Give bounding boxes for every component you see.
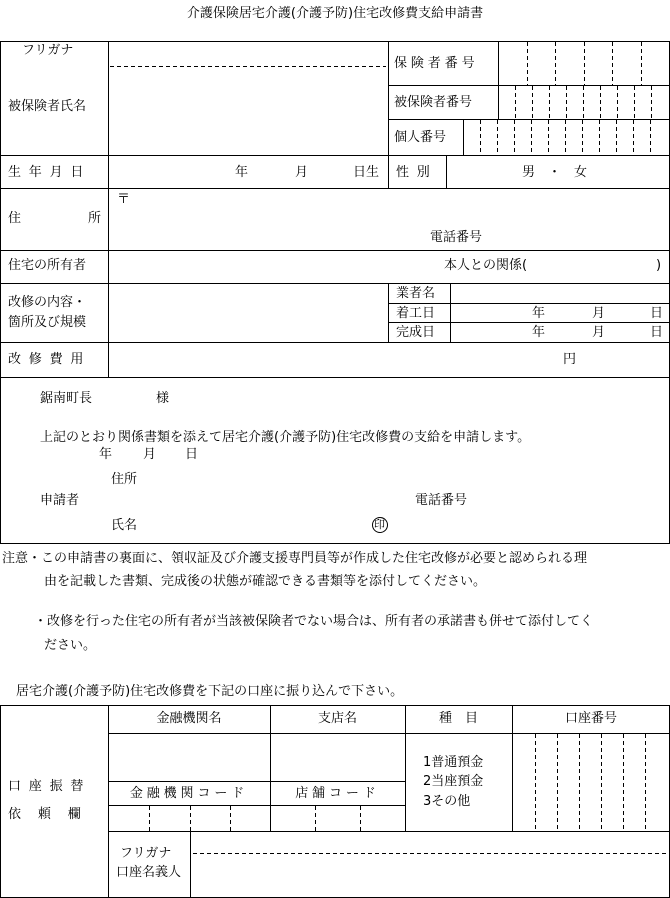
owner-label: 住宅の所有者 [8,258,87,273]
start-day-unit: 日 [650,306,664,321]
birth-month-unit: 月 [295,165,309,180]
completion-month-unit: 月 [592,325,606,340]
address-phone-label: 電話番号 [430,230,483,245]
declaration-month: 月 [143,447,157,462]
birthdate-label: 生年月日 [8,165,92,180]
bank-instruction: 居宅介護(介護予防)住宅改修費を下記の口座に振り込んで下さい。 [16,684,404,699]
completion-year-unit: 年 [532,325,546,340]
applicant-label: 申請者 [40,493,80,508]
insurer-number-label: 保険者番号 [394,56,479,71]
gender-label: 性別 [396,165,438,180]
form-title: 介護保険居宅介護(介護予防)住宅改修費支給申請書 [186,6,484,21]
bank-section-label-2: 依頼欄 [8,807,98,822]
start-year-unit: 年 [532,306,546,321]
account-number-header: 口座番号 [564,711,617,726]
renovation-label-2: 箇所及び規模 [8,315,87,330]
postal-mark: 〒 [117,192,131,207]
branch-header: 支店名 [317,711,357,726]
address-label-2: 所 [88,211,102,226]
note-1-line-1: 注意・この申請書の裏面に、領収証及び介護支援専門員等が作成した住宅改修が必要と認められる理 [2,551,588,566]
honorific: 様 [156,391,170,406]
furigana-label: フリガナ [22,43,74,58]
contractor-label: 業者名 [396,286,436,301]
applicant-phone-label: 電話番号 [415,493,468,508]
note-2-line-1: ・改修を行った住宅の所有者が当該被保険者でない場合は、所有者の承諾書も併せて添付してく [34,614,594,629]
gender-options: 男 ・ 女 [522,165,588,180]
relation-close: ) [656,258,662,273]
insured-name-label: 被保険者氏名 [8,99,87,114]
addressee: 鋸南町長 [40,391,93,406]
renovation-label-1: 改修の内容・ [8,295,87,310]
branch-code-label: 店舗コード [295,786,380,801]
relation-label: 本人との関係( [444,258,528,273]
bank-section-label-1: 口座振替 [8,779,92,794]
bank-name-header: 金融機関名 [156,711,222,726]
insured-number-label: 被保険者番号 [394,95,473,110]
applicant-address-label: 住所 [111,472,138,487]
birth-day-unit: 日生 [353,165,380,180]
bank-code-label: 金融機関コード [129,786,249,801]
type-header: 種 目 [438,711,478,726]
type-option-3: 3その他 [423,794,471,809]
birth-year-unit: 年 [235,165,249,180]
note-2-line-2: ださい。 [44,638,97,653]
declaration-year: 年 [99,447,113,462]
cost-label: 改修費用 [8,352,92,367]
applicant-name-label: 氏名 [111,518,138,533]
type-option-1: 1普通預金 [423,755,484,770]
completion-date-label: 完成日 [396,325,436,340]
note-1-line-2: 由を記載した書類、完成後の状態が確認できる書類等を添付してください。 [44,574,487,589]
holder-furigana-label: フリガナ [120,846,172,861]
type-option-2: 2当座預金 [423,774,484,789]
seal-mark: 印 [374,518,385,531]
start-month-unit: 月 [592,306,606,321]
declaration-statement: 上記のとおり関係書類を添えて居宅介護(介護予防)住宅改修費の支給を申請します。 [40,430,531,445]
holder-name-label: 口座名義人 [116,865,182,880]
yen-unit: 円 [563,352,577,367]
declaration-day: 日 [185,447,199,462]
start-date-label: 着工日 [396,306,436,321]
address-label-1: 住 [8,211,22,226]
completion-day-unit: 日 [650,325,664,340]
personal-number-label: 個人番号 [394,130,447,145]
